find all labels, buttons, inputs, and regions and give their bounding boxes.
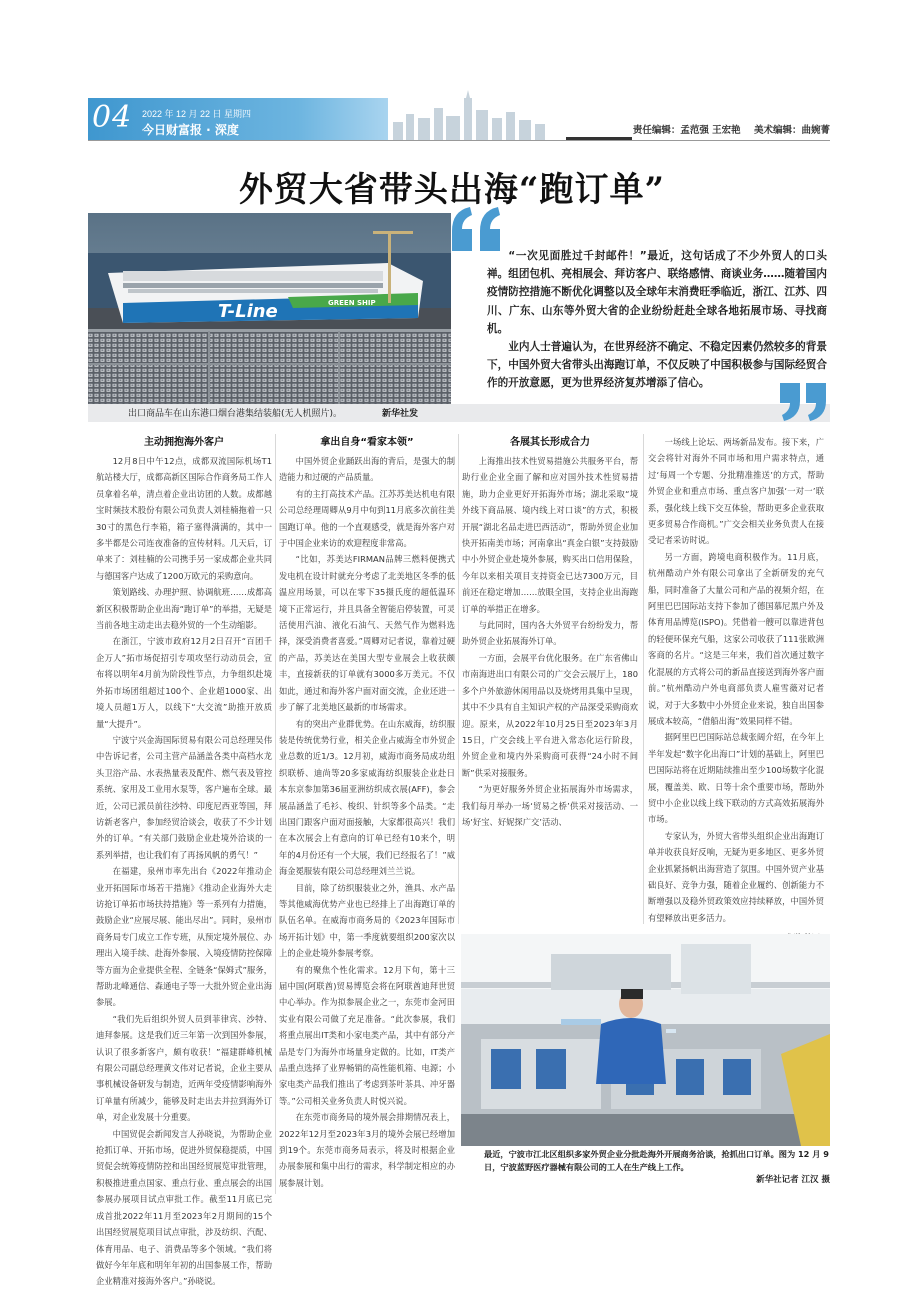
paragraph: “比如，苏美达FIRMAN品牌三燃料便携式发电机在设计时就充分考虑了北美地区冬季的低温应用场景，可以在零下35摄氏度的超低温环境下正常运行，并且具备全智能启停装置，可灵活使用汽油、液化石油气、天然气作为燃料选择，深受消费者喜爱。”周卿对记者说，靠着过硬的产品，苏美达在美国大型专业展会上收获颇丰，直接新获的订单就有3000多万美元。不仅如此，通过和海外客户面对面交流，企业还进一步了解了北美地区最新的市场需求。 [279,554,455,713]
paragraph: 一场线上论坛、两场新品发布。接下来，广交会将针对海外不同市场和用户需求特点，通过‘每周一个专题、分批精准推送’的方式，帮助外贸企业和重点市场、重点客户加强‘一对一’联系，强化线上线下交互体验，帮助更多企业获取更多贸易合作商机。”广交会相关业务负责人在接受记者采访时说。 [648,437,824,546]
column-divider [643,434,644,924]
paragraph: 一方面，会展平台优化服务。在广东省佛山市南海进出口有限公司的广交会云展厅上，180多个户外旅游休闲用品以及烧烤用具集中呈现，其中不少具有自主知识产权的产品深受采购商欢迎。原来，从2022年10月25日至2023年3月15日，广交会线上平台进入常态化运行阶段，外贸企业和境内外采购商可获得“24小时不间断”供采对接服务。 [462,652,638,778]
paragraph: 有的主打高技术产品。江苏苏美达机电有限公司总经理周卿从9月中旬到11月底多次前往美国跑订单。他的一个直观感受，就是海外客户对于中国企业来访的欢迎程度非常高。 [279,488,455,549]
ship-slogan-text: GREEN SHIP [328,299,376,307]
top-photo-caption [128,406,418,419]
page-number: 04 [92,100,133,135]
responsible-editors: 责任编辑：孟范强 王宏艳 [632,125,741,136]
top-caption-text: 出口商品车在山东港口烟台港集结装船(无人机照片)。 [128,409,343,419]
editor-credits [623,122,830,136]
paragraph: 有的突出产业群优势。在山东威海，纺织服装是传统优势行业，相关企业占威海全市外贸企业总数的近1/3。12月初，威海市商务局成功组织联桥、迪尚等20多家威海纺织服装企业赴日本东京参加第36届亚洲纺织成衣展(AFF)，参会展品涵盖了毛衫、梭织、针织等多个品类。“走出国门跟客户面对面接触，大家都很高兴！我们在本次展会上有意向的订单已经有10来个，明年的4月份还有一个大展，我们已经报名了！”威海金冕服装有限公司总经理刘兰兰说。 [279,718,455,877]
article-column-4 [648,434,824,928]
paragraph: 中国外贸企业踊跃出海的背后，是强大的制造能力和过硬的产品质量。 [279,456,455,483]
paragraph: 宁波宁兴金海国际贸易有限公司总经理吴伟中告诉记者，公司主营产品涵盖各类中高档水龙头卫浴产品、水表热量表及配件、燃气表及管控系统、家用及工业用水泵等，客户遍布全球。最近，公司已派员前往沙特、印度尼西亚等国，拜访新老客户，参加经贸洽谈会，收获了不少计划外的订单。“有关部门鼓励企业赴境外洽谈的一系列举措，也让我们有了再扬风帆的勇气！” [96,734,272,860]
section-name: 今日财富报 · 深度 [142,123,239,137]
paragraph: 上海推出技术性贸易措施公共服务平台，帮助行业企业全面了解和应对国外技术性贸易措施，助力企业更好开拓海外市场；湖北采取“境外线下商品展、境内线上对口谈”的方式，积极开展“湖北名品走进巴西活动”，帮助外贸企业加快开拓南美市场；河南拿出“真金白银”支持鼓励中小外贸企业赴境外参展，购买出口信用保险，今年以来相关项目支持资金已达7300万元，目前还在稳定增加……放眼全国，支持企业出海跑订单的举措正在增多。 [462,456,638,614]
bottom-photo-credit: 新华社记者 江汉 摄 [756,1175,830,1185]
art-editor: 美术编辑：曲婉菁 [753,125,830,136]
paragraph: 在浙江，宁波市政府12月2日召开“百团千企万人”拓市场促招引专项攻坚行动动员会，宣布将以明年4月前为阶段性节点，力争组织赴境外拓市场团组超过100个、企业超1000家、出境人员超1万人，以线下“大交流”助推开放质量“大提升”。 [96,636,272,729]
factory-worker-photo [461,934,830,1146]
city-skyline-icon [388,90,548,140]
ship-port-photo [88,213,451,406]
article-column-1 [96,434,272,1287]
paragraph: 在东莞市商务局的境外展会排期情况表上，2022年12月至2023年3月的境外会展已经增加到19个。东莞市商务局表示，将及时根据企业办展参展和集中出行的需求，科学制定相应的办展参展计划。 [279,1112,455,1188]
lead-quote-paragraph: “一次见面胜过千封邮件！”最近，这句话成了不少外贸人的口头禅。组团包机、亮相展会、拜访客户、联络感情、商谈业务……随着国内疫情防控措施不断优化调整以及全球年末消费旺季临近，浙江、江苏、四川、广东、山东等外贸大省的企业纷纷赶赴全球各地拓展市场、寻找商机。 [487,250,827,335]
paragraph: 12月8日中午12点，成都双流国际机场T1航站楼大厅，成都高新区国际合作商务局工作人员拿着名单，清点着企业出访团的人数。成都越宝时频技术股份有限公司负责人刘桂楠拖着一只30寸的黑色行李箱，箱子塞得满满的，其中一多半都是公司连夜准备的宣传材料。几天后，订单来了：刘桂楠的公司携手另一家成都企业共同与德国客户达成了1200万欧元的采购意向。 [96,456,272,581]
header-accent-bar [566,137,632,140]
paragraph: 据阿里巴巴国际站总裁张阔介绍，在今年上半年发起“数字化出海口”计划的基础上，阿里巴巴国际站将在近期陆续推出至少100场数字化混展，覆盖美、欧、日等十余个重要市场，帮助外贸中小企业以线上线下联动的方式高效拓展海外市场。 [648,732,824,825]
section-heading: 拿出自身“看家本领” [320,437,414,448]
paragraph: 有的聚焦个性化需求。12月下旬，第十三届中国(阿联酋)贸易博览会将在阿联酋迪拜世贸中心举办。作为拟参展企业之一，东莞市金河田实业有限公司做了充足准备。“此次参展，我们将重点展出IT类和小家电类产品，其中有部分产品是专门为海外市场量身定做的。比如，IT类产品重点选择了业界畅销的高性能机箱、电源；小家电类产品我们推出了考虑到茶叶茶具、冲牙器等。”公司相关业务负责人时悦兴说。 [279,964,455,1106]
paragraph: 在福建，泉州市率先出台《2022年推动企业开拓国际市场若干措施》《推动企业海外大走访抢订单拓市场扶持措施》等一系列有力措施，鼓励企业“应展尽展、能出尽出”。同时，泉州市商务局专门成立工作专班，从预定境外展位、办理出入境手续、赴海外参展、入境疫情防控保障等方面为企业提供全程、全链条“保姆式”服务，帮助北峰通信、森通电子等一大批外贸企业出海参展。 [96,866,272,1008]
paragraph: 策划路线、办理护照、协调航班……成都高新区积极帮助企业出海“跑订单”的举措，无疑是当前各地主动走出去稳外贸的一个生动缩影。 [96,587,272,631]
article-column-3 [462,434,638,928]
paragraph: 目前，除了纺织服装业之外，渔具、水产品等其他威海优势产业也已经排上了出海跑订单的队伍名单。在威海市商务局的《2023年国际市场开拓计划》中，第一季度就要组织200家次以上的企业赴境外参展考察。 [279,882,455,959]
section-heading: 主动拥抱海外客户 [144,437,224,448]
issue-date: 2022 年 12 月 22 日 星期四 [142,109,252,119]
paragraph: 专家认为，外贸大省带头组织企业出海跑订单并收获良好反响，无疑为更多地区、更多外贸企业抓紧扬帆出海营造了氛围。中国外贸产业基础良好、竞争力强，随着企业履约、创新能力不断增强以及稳外贸政策效应持续释放，中国外贸有望释放出更多活力。 [648,830,824,923]
section-heading: 各展其长形成合力 [510,437,590,448]
header-rule [88,140,830,141]
column-divider [275,434,276,1194]
close-quote-icon [772,381,832,421]
paragraph: 中国贸促会新闻发言人孙晓说，为帮助企业抢抓订单、开拓市场，促进外贸保稳提质，中国贸促会统筹疫情防控和出国经贸展览审批管理，积极推进重点国家、重点行业、重点展会的出国参展办展项目试点审批工作。截至11月底已完成首批2022年11月至2023年2月期间的15个出国经贸展览项目试点审批，涉及纺织、汽配、体育用品、电子、消费品等多个领域。“我们将做好今年年底和明年年初的出国参展工作，帮助企业精准对接海外客户。”孙晓说。 [96,1128,272,1287]
paragraph: “为更好服务外贸企业拓展海外市场需求，我们每月举办一场‘贸易之桥’供采对接活动、一场‘好宝、好妮探广交’活动、 [462,784,638,827]
ship-brand-text: T-Line [218,301,278,322]
paragraph: 与此同时，国内各大外贸平台纷纷发力，帮助外贸企业拓展海外订单。 [462,620,638,647]
paragraph: 另一方面，跨境电商积极作为。11月底，杭州酷动户外有限公司拿出了全新研发的充气船，同时准备了大量公司和产品的视频介绍，在阿里巴巴国际站支持下参加了德国慕尼黑户外及体育用品博览(ISPO)。凭借着一艘可以靠进背包的轻便环保充气船，这家公司收获了111张欧洲客商的名片。“这是三年来，我们首次通过数字化混展的方式将公司的新品直接送到海外客户面前。”杭州酷动户外电商部负责人雇雪薇对记者说，对于大多数中小外贸企业来说，独自出国参展成本较高，“借船出海”效果同样不错。 [648,551,824,726]
lead-quote-paragraph: 业内人士普遍认为，在世界经济不确定、不稳定因素仍然较多的背景下，中国外贸大省带头出海跑订单，不仅反映了中国积极参与国际经贸合作的开放意愿，更为世界经济复苏增添了信心。 [487,341,827,390]
lead-quote [487,247,827,393]
top-photo-credit: 新华社发 [382,409,419,419]
bottom-photo-caption: 最近，宁波市江北区组织多家外贸企业分批赴海外开展商务洽谈，抢抓出口订单。图为 12 月 9 日，宁波蓝野医疗器械有限公司的工人在生产线上工作。 [484,1149,829,1172]
paragraph: “我们先后组织外贸人员到菲律宾、沙特、迪拜参展。这是我们近三年第一次到国外参展，认识了很多新客户，颇有收获！”福建群峰机械有限公司副总经理黄文伟对记者说，企业主要从事机械设备研发与制造，近两年受疫情影响海外订单量有所减少，能够及时走出去并拉到海外订单，对企业发展十分重要。 [96,1013,272,1123]
column-divider [458,434,459,924]
page-title: 外贸大省带头出海“跑订单” [238,170,666,210]
article-column-2 [279,434,455,1194]
